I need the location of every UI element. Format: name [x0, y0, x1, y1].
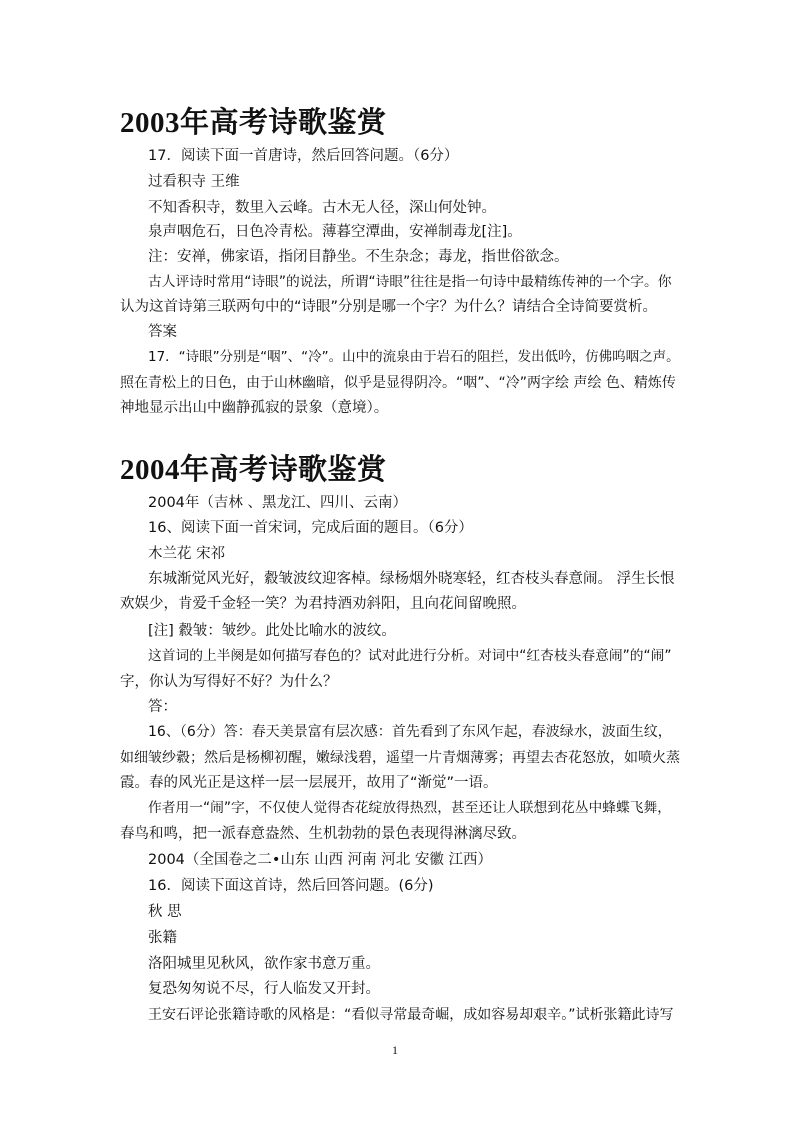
- page-number: 1: [392, 1043, 398, 1057]
- paragraph-line: 注：安禅，佛家语，指闭目静坐。不生杂念；毒龙，指世俗欲念。: [148, 249, 569, 265]
- paragraph-line: 认为这首诗第三联两句中的“诗眼”分别是哪一个字？为什么？请结合全诗简要赏析。: [120, 299, 658, 315]
- paragraph-line: 字，你认为写得好不好？为什么？: [120, 674, 338, 690]
- paragraph-line: 洛阳城里见秋风，欲作家书意万重。: [148, 956, 380, 972]
- paragraph-line: 泉声咽危石，日色冷青松。薄暮空潭曲，安禅制毒龙[注]。: [148, 224, 522, 240]
- paragraph-line: 霞。春的风光正是这样一层一层展开，故用了“渐觉”一语。: [120, 775, 498, 791]
- paragraph-line: 古人评诗时常用“诗眼”的说法，所谓“诗眼”往往是指一句诗中最精练传神的一个字。你: [148, 274, 672, 290]
- paragraph-line: 欢娱少，肯爱千金轻一笑？为君持酒劝斜阳，且向花间留晚照。: [120, 596, 526, 612]
- paragraph-line: 不知香积寺，数里入云峰。古木无人径，深山何处钟。: [148, 200, 496, 216]
- paragraph-line: 秋 思: [148, 904, 182, 920]
- paragraph-line: 春鸟和鸣，把一派春意盎然、生机勃勃的景色表现得淋漓尽致。: [120, 826, 526, 842]
- paragraph-line: 2004（全国卷之二•山东 山西 河南 河北 安徽 江西）: [148, 852, 492, 868]
- paragraph-line: 复恐匆匆说不尽，行人临发又开封。: [148, 981, 380, 997]
- paragraph-line: 16．阅读下面这首诗，然后回答问题。(6分): [148, 878, 434, 894]
- paragraph-line: [注] 縠皱：皱纱。此处比喻水的波纹。: [148, 623, 396, 639]
- paragraph-line: 答：: [148, 699, 177, 715]
- paragraph-line: 17．“诗眼”分别是“咽”、“冷”。山中的流泉由于岩石的阻拦，发出低吟，仿佛呜咽之声。: [148, 349, 680, 365]
- paragraph-line: 如细皱纱縠；然后是杨柳初醒，嫩绿浅碧，遥望一片青烟薄雾；再望去杏花怒放，如喷火蒸: [120, 750, 680, 766]
- paragraph-line: 这首词的上半阕是如何描写春色的？试对此进行分析。对词中“红杏枝头春意闹”的“闹”: [148, 648, 672, 664]
- paragraph-line: 王安石评论张籍诗歌的风格是：“看似寻常最奇崛，成如容易却艰辛。”试析张籍此诗写: [148, 1007, 674, 1023]
- paragraph-line: 16、（6分）答：春天美景富有层次感：首先看到了东风乍起，春波绿水，波面生纹，: [148, 724, 672, 740]
- section-title-2003: 2003年高考诗歌鉴赏: [120, 107, 387, 139]
- paragraph-line: 答案: [148, 324, 177, 340]
- paragraph-line: 2004年（吉林 、黑龙江、四川、云南）: [148, 495, 408, 511]
- paragraph-line: 神地显示出山中幽静孤寂的景象（意境）。: [120, 400, 389, 416]
- paragraph-line: 过看积寺 王维: [148, 174, 240, 190]
- section-title-2004: 2004年高考诗歌鉴赏: [120, 454, 387, 486]
- paragraph-line: 东城渐觉风光好，縠皱波纹迎客棹。绿杨烟外晓寒轻，红杏枝头春意闹。 浮生长恨: [148, 571, 675, 587]
- paragraph-line: 张籍: [148, 930, 177, 946]
- paragraph-line: 作者用一“闹”字，不仅使人觉得杏花绽放得热烈，甚至还让人联想到花丛中蜂蝶飞舞，: [148, 800, 671, 816]
- paragraph-line: 照在青松上的日色，由于山林幽暗，似乎是显得阴冷。“咽”、“冷”两字绘 声绘 色、精炼传: [120, 375, 676, 391]
- paragraph-line: 16、阅读下面一首宋词，完成后面的题目。（6分）: [148, 520, 473, 536]
- paragraph-line: 17．阅读下面一首唐诗，然后回答问题。（6分）: [148, 148, 459, 164]
- paragraph-line: 木兰花 宋祁: [148, 546, 226, 562]
